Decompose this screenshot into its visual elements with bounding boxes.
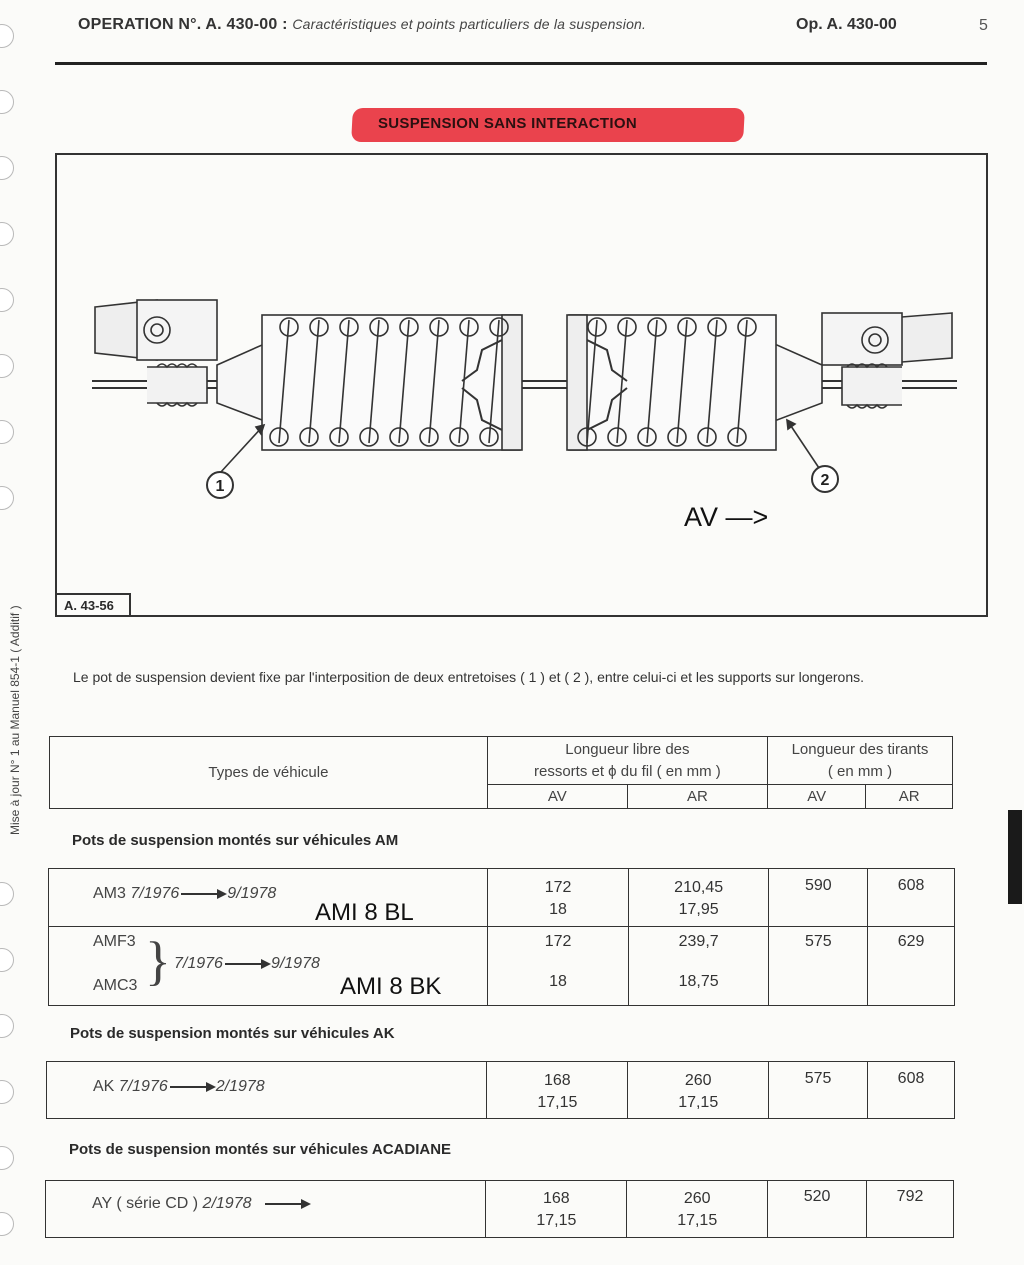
front-direction-label: AV —> xyxy=(684,502,769,532)
cell-rod-av: 575 xyxy=(769,927,868,1006)
page-edge-tab xyxy=(1008,810,1022,904)
model-ay: AY ( série CD ) xyxy=(92,1195,199,1212)
header-tie-rods-line2: ( en mm ) xyxy=(827,762,893,780)
binder-hole xyxy=(0,1014,14,1038)
callout-1 xyxy=(207,472,233,498)
header-spring-ar: AR xyxy=(627,785,767,809)
left-cylinder xyxy=(262,315,520,450)
cell-spring-av xyxy=(488,927,629,1006)
model-am3: AM3 xyxy=(93,885,126,902)
value-spring-length: 172 xyxy=(544,933,572,950)
row-ay-label xyxy=(92,1195,311,1213)
date-to: 9/1978 xyxy=(227,885,277,902)
operation-ref: Op. A. 430-00 xyxy=(796,16,897,33)
row-ak-type xyxy=(47,1062,487,1119)
side-note: Mise à jour N° 1 au Manuel 854-1 ( Additif ) xyxy=(8,605,22,835)
svg-text:1: 1 xyxy=(215,478,225,495)
page-number: 5 xyxy=(979,17,988,34)
value-spring-length: 260 xyxy=(683,1190,711,1207)
section-title-am: Pots de suspension montés sur véhicules AM xyxy=(72,832,399,849)
arrow-icon xyxy=(265,1203,309,1205)
header-title xyxy=(78,16,646,34)
binder-hole xyxy=(0,420,14,444)
header-spring-av: AV xyxy=(487,785,627,809)
value-spring-length: 172 xyxy=(544,879,572,896)
suspension-diagram xyxy=(57,155,986,615)
binder-hole xyxy=(0,288,14,312)
value-wire-diameter: 18,75 xyxy=(678,973,719,990)
header-vehicle-types: Types de véhicule xyxy=(50,737,488,809)
date-to: 2/1978 xyxy=(215,1078,265,1095)
brace-icon: } xyxy=(145,931,171,991)
binder-hole xyxy=(0,1146,14,1170)
row-amf3-dates xyxy=(174,955,320,973)
binder-hole xyxy=(0,948,14,972)
header-springs-line1: Longueur libre des xyxy=(565,740,690,758)
cell-spring-av xyxy=(488,869,629,927)
spec-table-ak xyxy=(46,1061,955,1119)
value-wire-diameter: 17,15 xyxy=(677,1212,718,1229)
value-wire-diameter: 17,15 xyxy=(536,1212,577,1229)
header-springs xyxy=(487,737,767,785)
section-banner: SUSPENSION SANS INTERACTION xyxy=(378,115,637,132)
arrow-icon xyxy=(170,1086,214,1088)
row-am3-type xyxy=(49,869,488,927)
section-title-acadiane: Pots de suspension montés sur véhicules ACADIANE xyxy=(69,1141,452,1158)
binder-hole xyxy=(0,486,14,510)
cell-rod-ar: 608 xyxy=(868,1062,955,1119)
cell-rod-ar: 792 xyxy=(867,1181,954,1238)
header-tie-rods-line1: Longueur des tirants xyxy=(791,740,929,758)
operation-number: OPERATION N°. A. 430-00 : xyxy=(78,16,288,33)
binder-hole xyxy=(0,1212,14,1236)
binder-hole xyxy=(0,90,14,114)
header-divider xyxy=(55,62,987,65)
value-wire-diameter: 17,15 xyxy=(678,1094,719,1111)
value-spring-length: 210,45 xyxy=(674,879,724,896)
binder-hole xyxy=(0,354,14,378)
row-amf3-amc3-type xyxy=(49,927,488,1006)
value-spring-length: 168 xyxy=(543,1190,570,1207)
figure-caption: Le pot de suspension devient fixe par l'interposition de deux entretoises ( 1 ) et ( 2 ), entre celui-ci et les supports sur longerons. xyxy=(73,669,864,685)
left-boot xyxy=(147,367,207,403)
header-tie-rods xyxy=(767,737,952,785)
row-ay-type xyxy=(46,1181,486,1238)
date-to: 9/1978 xyxy=(270,955,320,972)
header-rod-av: AV xyxy=(767,785,865,809)
row-am3-label xyxy=(93,885,276,903)
svg-text:2: 2 xyxy=(820,472,830,489)
arrow-icon xyxy=(181,893,225,895)
value-wire-diameter: 18 xyxy=(549,901,567,918)
binder-hole xyxy=(0,1080,14,1104)
cell-rod-av: 575 xyxy=(769,1062,868,1119)
cell-spring-av xyxy=(486,1181,627,1238)
cell-rod-av: 590 xyxy=(769,869,868,927)
value-wire-diameter: 18 xyxy=(549,973,567,990)
value-spring-length: 168 xyxy=(544,1072,571,1089)
header-springs-line2: ressorts et ϕ du fil ( en mm ) xyxy=(533,762,721,780)
value-wire-diameter: 17,95 xyxy=(678,901,719,918)
date-from: 7/1976 xyxy=(174,955,223,972)
model-amc3: AMC3 xyxy=(93,977,138,994)
binder-hole xyxy=(0,156,14,180)
spec-table-acadiane xyxy=(45,1180,954,1238)
cell-spring-ar xyxy=(627,1181,768,1238)
binder-hole xyxy=(0,882,14,906)
date-from: 2/1978 xyxy=(202,1195,252,1212)
left-bracket xyxy=(137,300,217,360)
callout-2 xyxy=(812,466,838,492)
binder-hole xyxy=(0,24,14,48)
spec-table-am xyxy=(48,868,955,1006)
arrow-icon xyxy=(225,963,269,965)
cell-rod-ar: 608 xyxy=(868,869,955,927)
model-ak: AK xyxy=(93,1078,115,1095)
value-wire-diameter: 17,15 xyxy=(537,1094,578,1111)
figure-code: A. 43-56 xyxy=(55,593,131,617)
section-title-ak: Pots de suspension montés sur véhicules AK xyxy=(70,1025,395,1042)
cell-rod-av: 520 xyxy=(768,1181,867,1238)
handwritten-note-ami8-bk: AMI 8 BK xyxy=(340,973,442,1000)
cell-spring-ar xyxy=(628,927,769,1006)
cell-rod-ar: 629 xyxy=(868,927,955,1006)
cell-spring-ar xyxy=(628,869,769,927)
header-rod-ar: AR xyxy=(866,785,953,809)
operation-subtitle: Caractéristiques et points particuliers de la suspension. xyxy=(292,16,647,32)
date-from: 7/1976 xyxy=(130,885,180,902)
handwritten-note-ami8-bl: AMI 8 BL xyxy=(315,899,414,926)
right-boot xyxy=(842,367,902,405)
spec-table-header xyxy=(49,736,953,809)
cell-spring-av xyxy=(487,1062,628,1119)
row-ak-label xyxy=(93,1078,265,1096)
cell-spring-ar xyxy=(628,1062,769,1119)
model-amf3: AMF3 xyxy=(93,933,136,950)
date-from: 7/1976 xyxy=(118,1078,168,1095)
binder-hole xyxy=(0,222,14,246)
value-spring-length: 260 xyxy=(684,1072,712,1089)
value-spring-length: 239,7 xyxy=(678,933,719,950)
